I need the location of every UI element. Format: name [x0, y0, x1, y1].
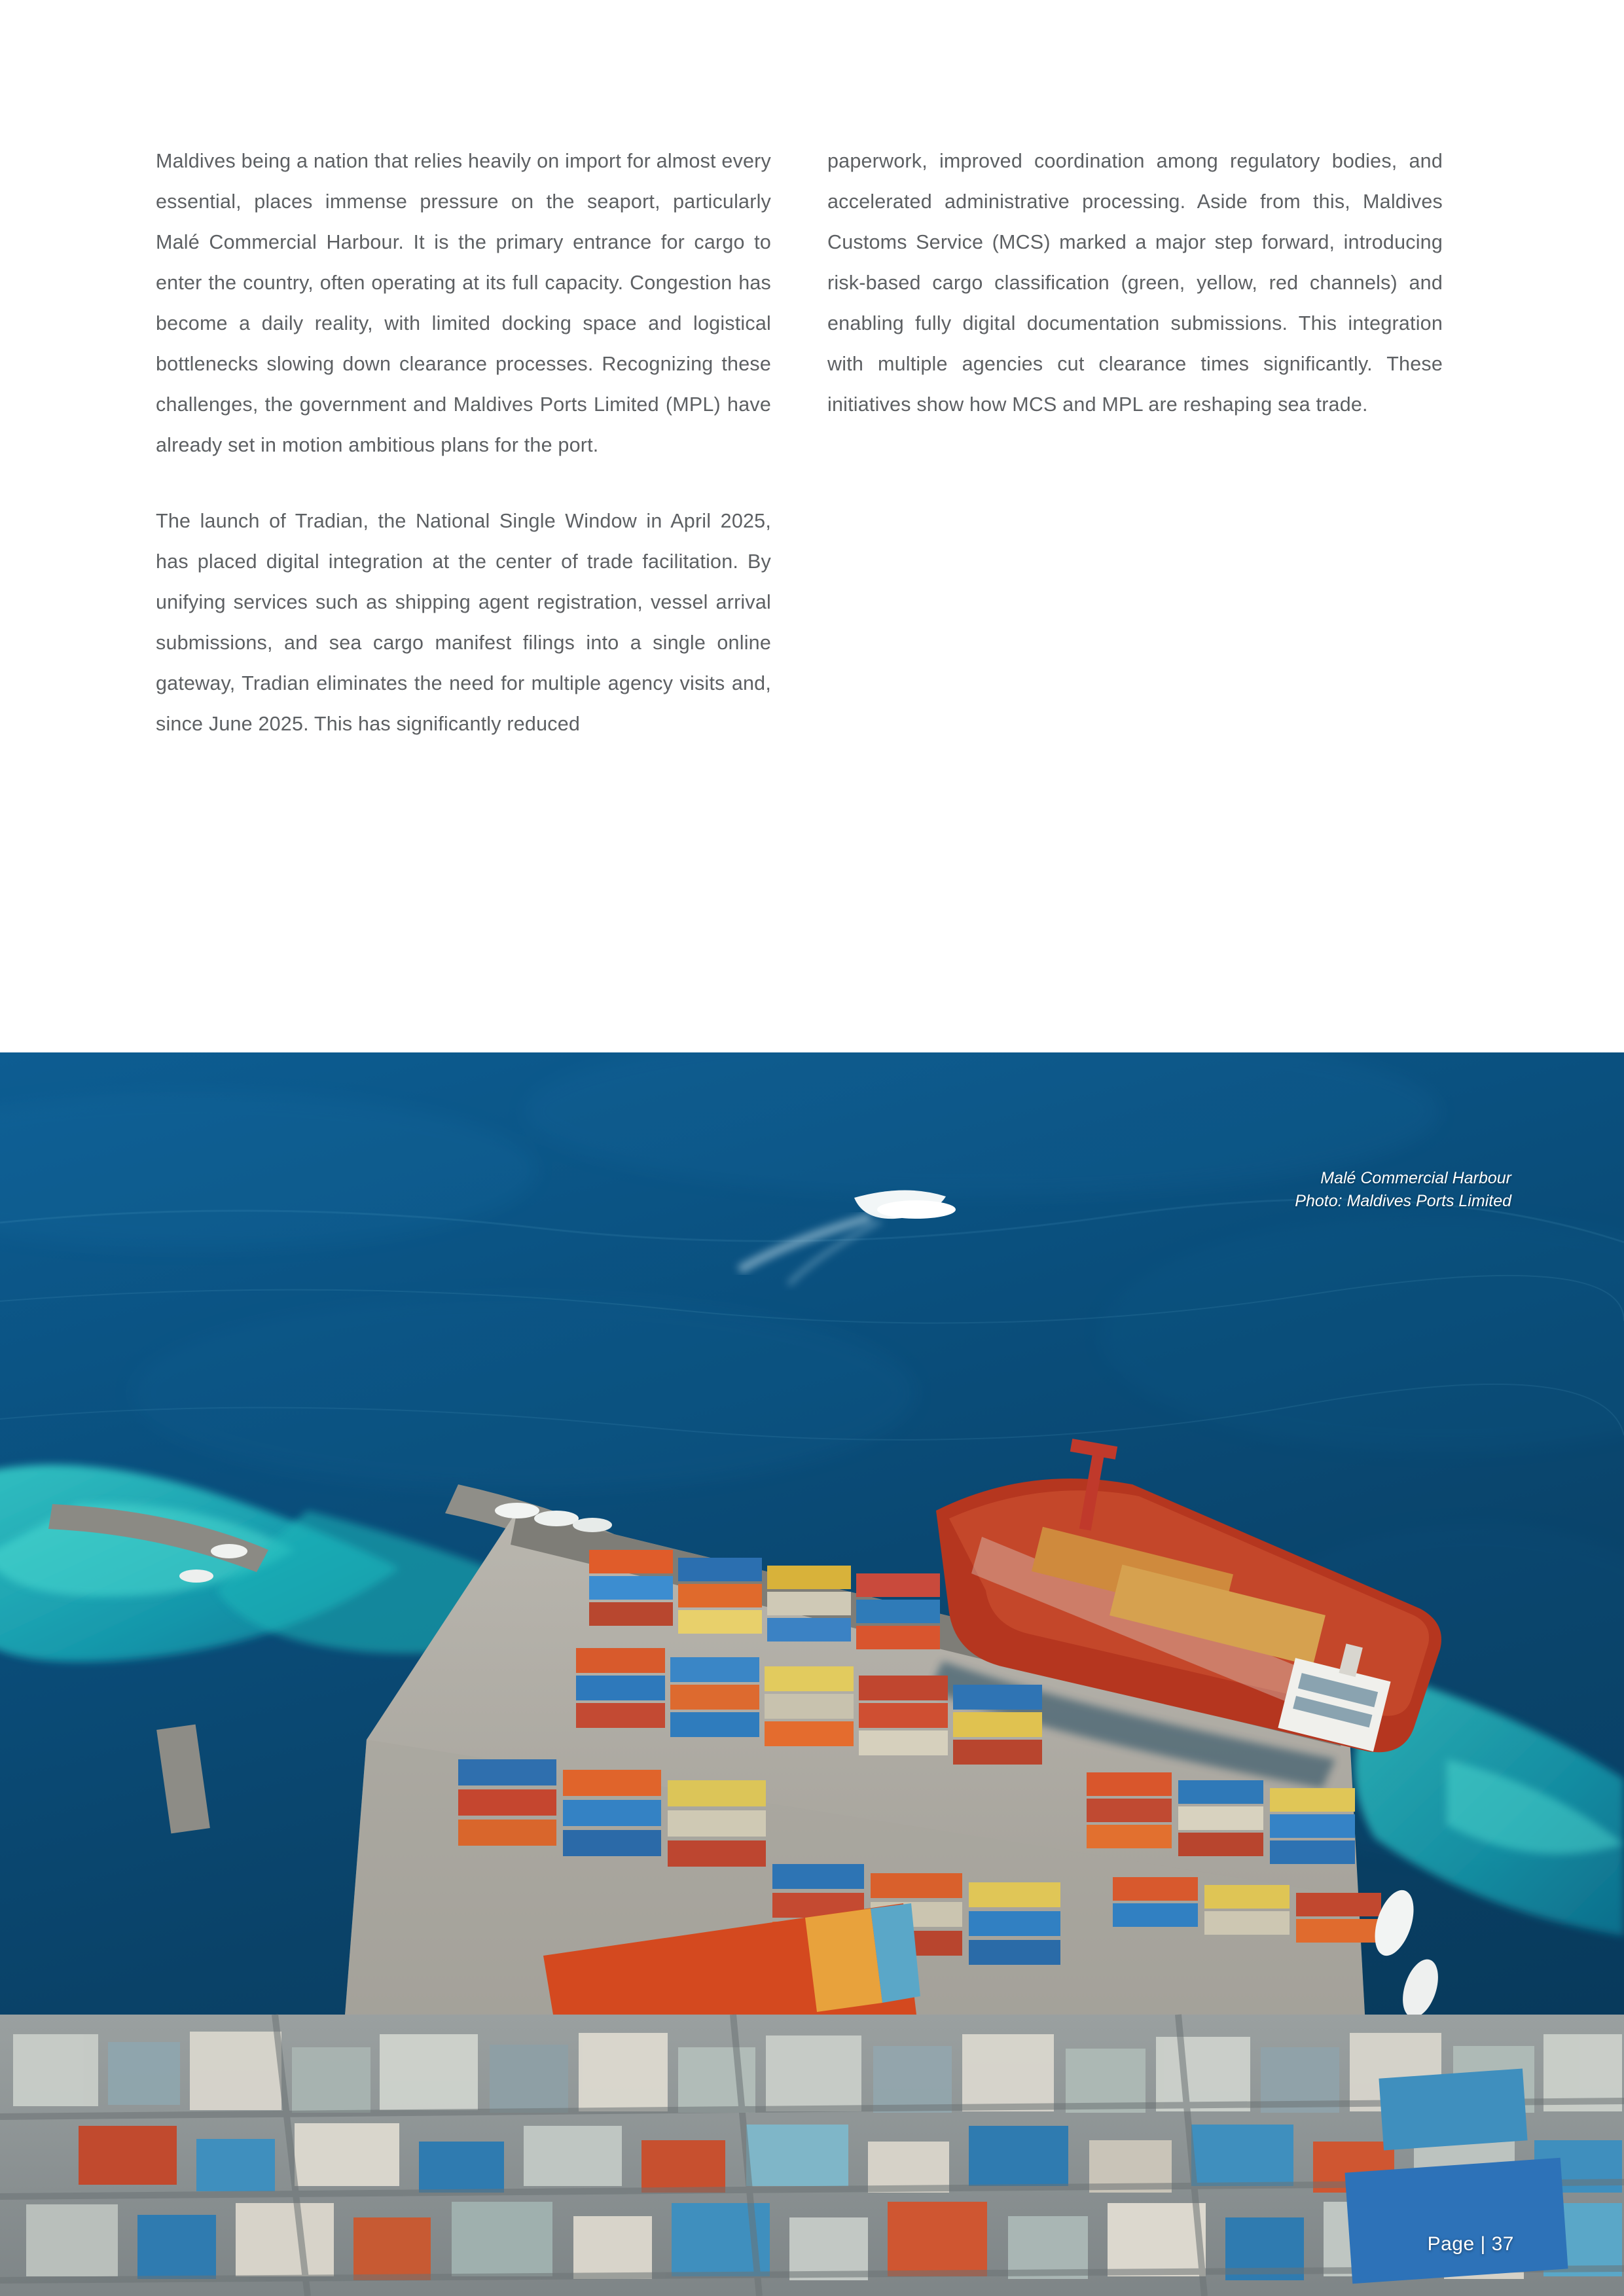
- photo-caption-title: Malé Commercial Harbour: [1320, 1169, 1511, 1187]
- body-text-area: [156, 141, 1468, 744]
- harbour-aerial-photo: [0, 1052, 1624, 2296]
- page-number: Page | 37: [1427, 2233, 1514, 2255]
- text-column-left: [156, 141, 771, 744]
- harbour-illustration: [0, 1052, 1624, 2296]
- paragraph: paperwork, improved coordination among regulatory bodies, and accelerated administrative processing. Aside from this, Maldives Customs Service (MCS) marked a major step forward, introducing risk-based cargo classification (green, yellow, red channels) and enabling fully digital documentation submissions. This integration with multiple agencies cut clearance times significantly. These initiatives show how MCS and MPL are reshaping sea trade.: [827, 150, 1443, 416]
- photo-caption: [1295, 1167, 1511, 1213]
- paragraph: Maldives being a nation that relies heavily on import for almost every essential, places immense pressure on the seaport, particularly Malé Commercial Harbour. It is the primary entrance for cargo to enter the country, often operating at its full capacity. Congestion has become a daily reality, with limited docking space and logistical bottlenecks slowing down clearance processes. Recognizing these challenges, the government and Maldives Ports Limited (MPL) have already set in motion ambitious plans for the port.: [156, 150, 771, 456]
- text-column-right: [827, 141, 1443, 744]
- paragraph: The launch of Tradian, the National Single Window in April 2025, has placed digital integration at the center of trade facilitation. By unifying services such as shipping agent registration, vessel arrival submissions, and sea cargo manifest filings into a single online gateway, Tradian eliminates the need for multiple agency visits and, since June 2025. This has significantly reduced: [156, 510, 771, 735]
- photo-caption-credit: Photo: Maldives Ports Limited: [1295, 1192, 1511, 1210]
